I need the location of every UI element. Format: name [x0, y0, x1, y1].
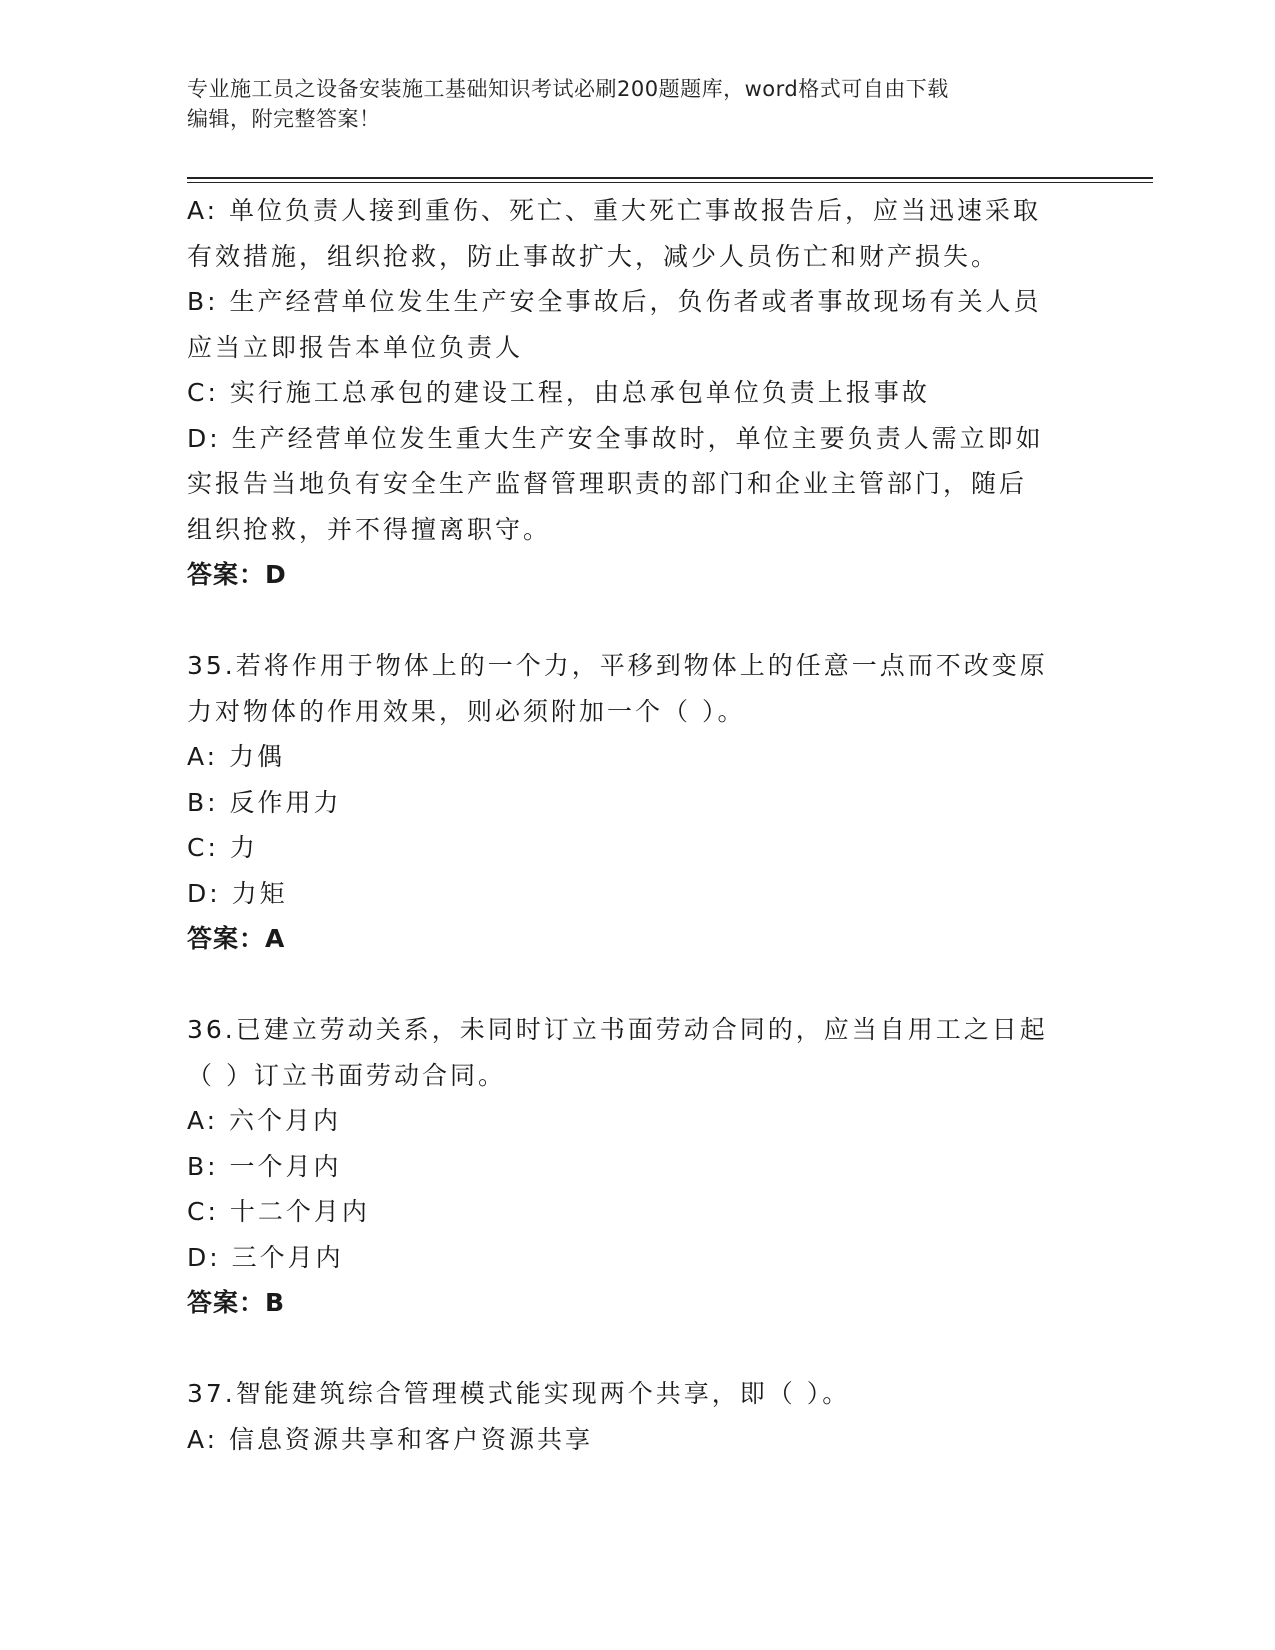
- spacer: [187, 1326, 1087, 1372]
- question-list: [187, 188, 1087, 1462]
- option-d: D: 三个月内: [187, 1242, 344, 1272]
- spacer: [187, 598, 1087, 644]
- option-a: A: 力偶: [187, 742, 286, 771]
- option-c: C: 十二个月内: [187, 1197, 370, 1226]
- header-title-line-2: 编辑，附完整答案！: [187, 107, 381, 131]
- option-d: D: 力矩: [187, 878, 288, 908]
- option-c: C: 力: [187, 833, 258, 862]
- answer-label: 答案：B: [187, 1288, 286, 1317]
- question-stem-line-1: 35.若将作用于物体上的一个力，平移到物体上的任意一点而不改变原: [187, 651, 1048, 680]
- question-stem-line-2: 力对物体的作用效果，则必须附加一个（ ）。: [187, 696, 746, 726]
- option-a-line-1: A: 单位负责人接到重伤、死亡、重大死亡事故报告后，应当迅速采取: [187, 196, 1042, 225]
- option-b: B: 一个月内: [187, 1151, 342, 1181]
- option-a: A: 信息资源共享和客户资源共享: [187, 1424, 594, 1454]
- header-divider-thick: [187, 177, 1153, 179]
- question-37-block: [187, 1371, 1087, 1462]
- spacer: [187, 962, 1087, 1008]
- option-a-line-2: 有效措施，组织抢救，防止事故扩大，减少人员伤亡和财产损失。: [187, 241, 1000, 271]
- option-a: A: 六个月内: [187, 1106, 342, 1135]
- header-divider-thin: [187, 182, 1153, 183]
- option-d-line-1: D: 生产经营单位发生重大生产安全事故时，单位主要负责人需立即如: [187, 423, 1044, 453]
- option-b-line-1: B: 生产经营单位发生生产安全事故后，负伤者或者事故现场有关人员: [187, 287, 1042, 316]
- header-title-line-1: 专业施工员之设备安装施工基础知识考试必刷200题题库，word格式可自由下载: [187, 77, 949, 101]
- answer-label: 答案：A: [187, 924, 286, 953]
- question-35-block: [187, 643, 1087, 962]
- option-d-line-2: 实报告当地负有安全生产监督管理职责的部门和企业主管部门，随后: [187, 469, 1028, 498]
- document-header: [187, 74, 1087, 134]
- question-stem-line-1: 37.智能建筑综合管理模式能实现两个共享，即（ ）。: [187, 1379, 851, 1408]
- question-stem-line-1: 36.已建立劳动关系，未同时订立书面劳动合同的，应当自用工之日起: [187, 1015, 1048, 1044]
- question-stem-line-2: （ ）订立书面劳动合同。: [187, 1060, 506, 1090]
- option-c: C: 实行施工总承包的建设工程，由总承包单位负责上报事故: [187, 378, 930, 407]
- answer-label: 答案：D: [187, 560, 287, 589]
- option-d-line-3: 组织抢救，并不得擅离职守。: [187, 514, 552, 544]
- question-36-block: [187, 1007, 1087, 1326]
- option-b-line-2: 应当立即报告本单位负责人: [187, 332, 524, 362]
- question-34-block: [187, 188, 1087, 598]
- option-b: B: 反作用力: [187, 787, 342, 817]
